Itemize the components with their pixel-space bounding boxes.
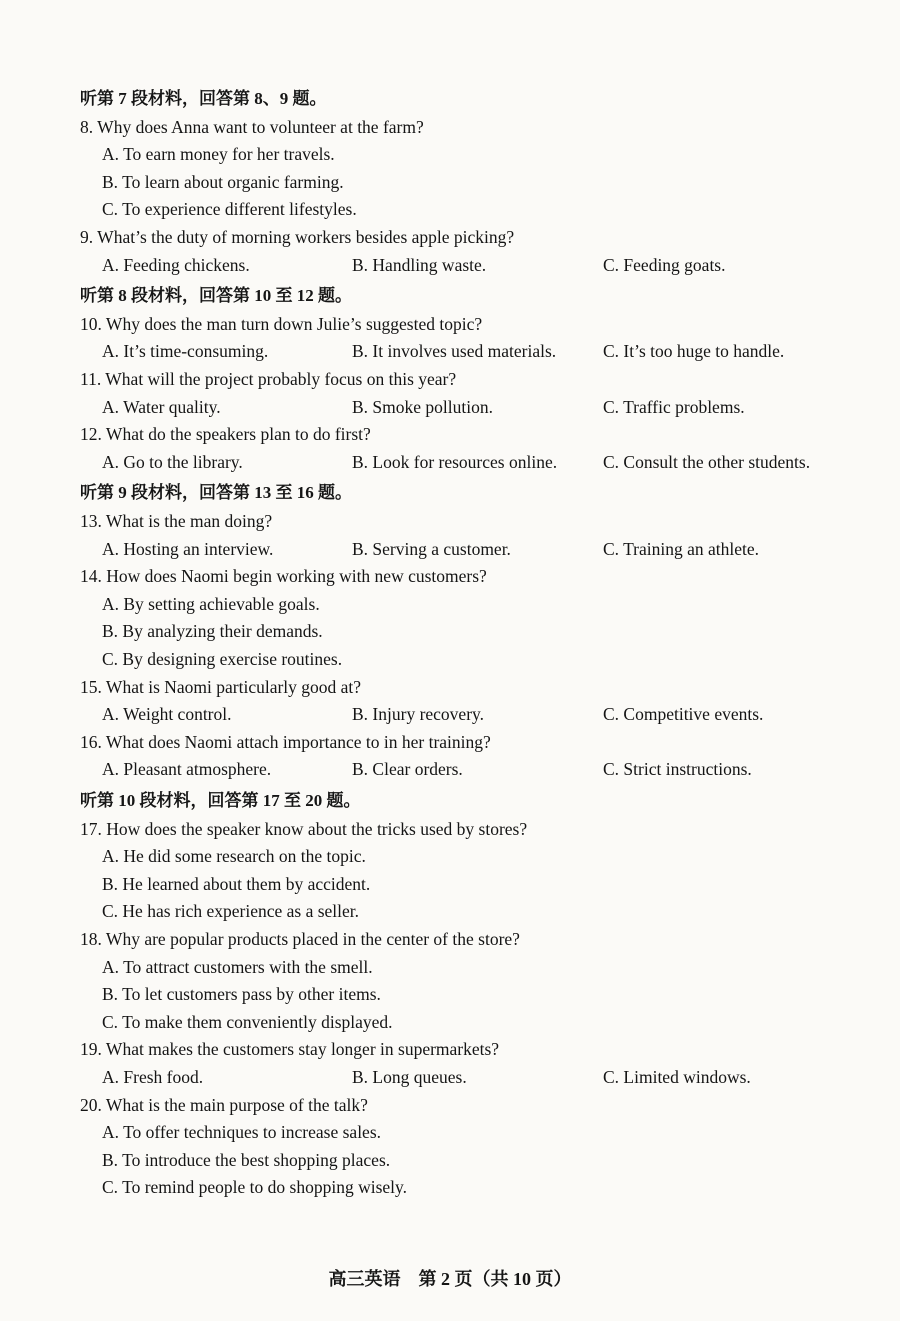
answer-option: A. Fresh food. [102, 1067, 204, 1087]
answer-option: B. It involves used materials. [352, 341, 557, 362]
answer-option: C. Limited windows. [603, 1067, 751, 1087]
answer-option: C. To experience different lifestyles. [102, 199, 357, 220]
question-stem: 9. What’s the duty of morning workers besides apple picking? [80, 227, 515, 247]
question-stem: 18. Why are popular products placed in the center of the store? [80, 929, 520, 949]
answer-option: C. He has rich experience as a seller. [102, 901, 360, 922]
question-stem: 10. Why does the man turn down Julie’s suggested topic? [80, 313, 483, 334]
question-stem: 13. What is the man doing? [80, 511, 273, 531]
answer-option: A. By setting achievable goals. [102, 593, 320, 614]
answer-option: C. It’s too huge to handle. [603, 341, 785, 362]
answer-option: C. To make them conveniently displayed. [102, 1011, 393, 1032]
question-stem: 20. What is the main purpose of the talk? [80, 1094, 368, 1115]
answer-option: C. By designing exercise routines. [102, 649, 343, 669]
answer-option: B. Long queues. [352, 1067, 467, 1087]
answer-option: A. To earn money for her travels. [102, 144, 335, 165]
question-stem: 16. What does Naomi attach importance to in her training? [80, 731, 491, 752]
answer-option: C. To remind people to do shopping wisely. [102, 1177, 408, 1198]
answer-option: B. Clear orders. [352, 759, 463, 780]
section-header: 听第 8 段材料，回答第 10 至 12 题。 [80, 286, 352, 306]
answer-option: B. To let customers pass by other items. [102, 984, 381, 1005]
answer-option: B. Look for resources online. [352, 451, 558, 472]
answer-option: A. Pleasant atmosphere. [102, 759, 272, 780]
question-stem: 12. What do the speakers plan to do first? [80, 424, 371, 445]
answer-option: B. By analyzing their demands. [102, 621, 323, 642]
answer-option: C. Competitive events. [603, 704, 764, 725]
question-stem: 14. How does Naomi begin working with new customers? [80, 566, 487, 587]
question-stem: 11. What will the project probably focus on this year? [80, 369, 457, 389]
answer-option: C. Training an athlete. [603, 538, 760, 559]
answer-option: A. To offer techniques to increase sales. [102, 1122, 382, 1143]
answer-option: A. Hosting an interview. [102, 538, 274, 559]
answer-option: B. Injury recovery. [352, 704, 485, 725]
page-footer: 高三英语 第 2 页（共 10 页） [328, 1269, 572, 1289]
question-stem: 15. What is Naomi particularly good at? [80, 676, 362, 697]
answer-option: B. Serving a customer. [352, 538, 511, 559]
question-stem: 8. Why does Anna want to volunteer at the farm? [80, 116, 424, 137]
section-header: 听第 9 段材料，回答第 13 至 16 题。 [80, 483, 352, 503]
answer-option: C. Consult the other students. [603, 451, 811, 472]
answer-option: B. To learn about organic farming. [102, 171, 344, 192]
answer-option: A. Water quality. [102, 396, 221, 417]
answer-option: A. He did some research on the topic. [102, 846, 366, 867]
question-stem: 17. How does the speaker know about the tricks used by stores? [80, 818, 528, 839]
answer-option: C. Strict instructions. [603, 759, 752, 780]
section-header: 听第 10 段材料，回答第 17 至 20 题。 [80, 791, 361, 810]
section-header: 听第 7 段材料，回答第 8、9 题。 [80, 89, 327, 108]
answer-option: C. Traffic problems. [603, 396, 745, 417]
answer-option: B. To introduce the best shopping places. [102, 1149, 391, 1170]
answer-option: B. Handling waste. [352, 254, 487, 275]
answer-option: A. To attract customers with the smell. [102, 956, 373, 977]
question-stem: 19. What makes the customers stay longer in supermarkets? [80, 1039, 500, 1060]
answer-option: A. It’s time-consuming. [102, 341, 269, 362]
answer-option: A. Go to the library. [102, 451, 243, 472]
answer-option: C. Feeding goats. [603, 254, 726, 275]
answer-option: A. Feeding chickens. [102, 254, 250, 275]
answer-option: A. Weight control. [102, 704, 232, 725]
answer-option: B. Smoke pollution. [352, 396, 493, 417]
answer-option: B. He learned about them by accident. [102, 873, 371, 894]
